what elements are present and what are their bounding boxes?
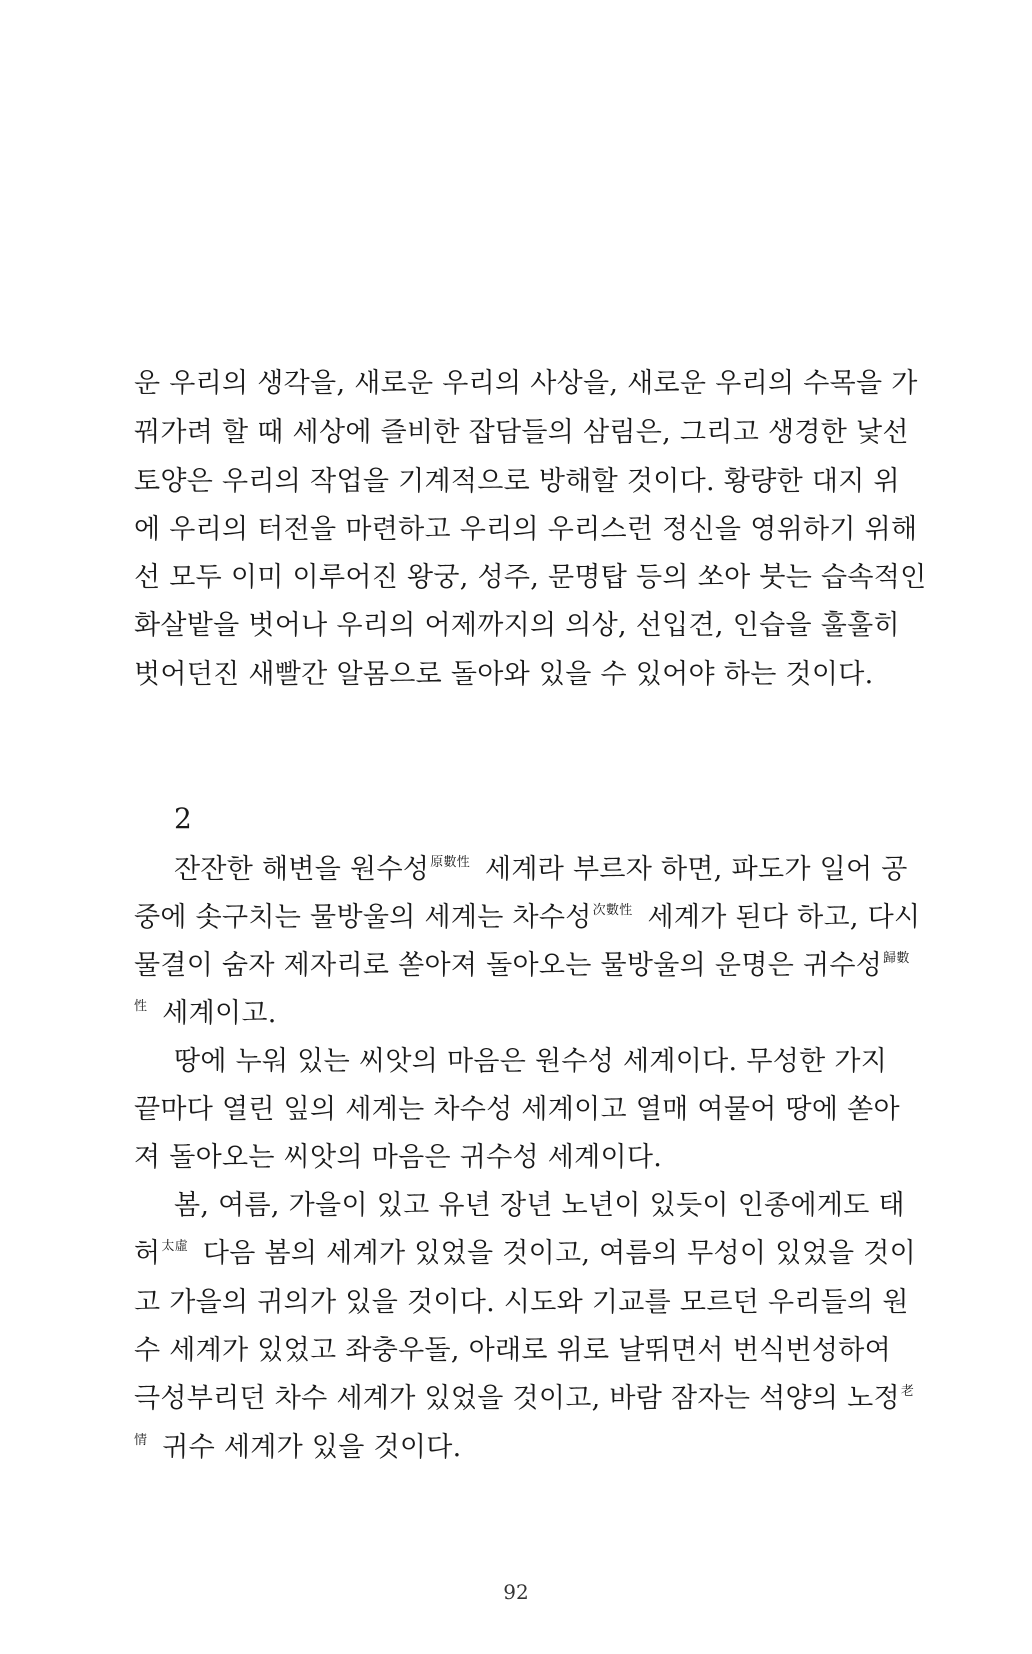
text-run: 귀수 세계가 있을 것이다. bbox=[153, 1432, 462, 1463]
paragraph4-line: 고 가을의 귀의가 있을 것이다. 시도와 기교를 모르던 우리들의 원 bbox=[134, 1287, 909, 1318]
paragraph1-line: 토양은 우리의 작업을 기계적으로 방해할 것이다. 황량한 대지 위 bbox=[134, 466, 900, 497]
paragraph4-line bbox=[134, 1234, 916, 1274]
paragraph4-line bbox=[134, 1379, 920, 1419]
paragraph1-line: 선 모두 이미 이루어진 왕궁, 성주, 문명탑 등의 쏘아 붓는 습속적인 bbox=[134, 562, 927, 593]
text-run: 세계이고. bbox=[153, 998, 277, 1029]
text-run: 다음 봄의 세계가 있었을 것이고, 여름의 무성이 있었을 것이 bbox=[194, 1238, 916, 1269]
paragraph2-line bbox=[134, 898, 920, 938]
paragraph1-line: 운 우리의 생각을, 새로운 우리의 사상을, 새로운 우리의 수목을 가 bbox=[134, 368, 918, 399]
paragraph3-line: 땅에 누워 있는 씨앗의 마음은 원수성 세계이다. 무성한 가지 bbox=[174, 1046, 888, 1077]
paragraph3-line: 끝마다 열린 잎의 세계는 차수성 세계이고 열매 여물어 땅에 쏟아 bbox=[134, 1094, 900, 1125]
paragraph1-line: 벗어던진 새빨간 알몸으로 돌아와 있을 수 있어야 하는 것이다. bbox=[134, 659, 874, 690]
text-run: 허 bbox=[134, 1238, 161, 1269]
paragraph1-line: 에 우리의 터전을 마련하고 우리의 우리스런 정신을 영위하기 위해 bbox=[134, 514, 918, 545]
text-run: 잔잔한 해변을 원수성 bbox=[174, 854, 430, 885]
paragraph2-line bbox=[134, 994, 277, 1034]
text-run: 물결이 숨자 제자리로 쏟아져 돌아오는 물방울의 운명은 귀수성 bbox=[134, 950, 883, 981]
page-number: 92 bbox=[503, 1580, 529, 1604]
paragraph4-line: 봄, 여름, 가을이 있고 유년 장년 노년이 있듯이 인종에게도 태 bbox=[174, 1190, 905, 1221]
paragraph2-line bbox=[134, 946, 916, 986]
text-run: 세계가 된다 하고, 다시 bbox=[638, 902, 921, 933]
paragraph4-line bbox=[134, 1428, 462, 1468]
text-run: 세계라 부르자 하면, 파도가 일어 공 bbox=[476, 854, 908, 885]
text-run: 중에 솟구치는 물방울의 세계는 차수성 bbox=[134, 902, 592, 933]
hanja-annotation: 次數性 bbox=[592, 903, 633, 918]
paragraph1-line: 꿔가려 할 때 세상에 즐비한 잡담들의 삼림은, 그리고 생경한 낯선 bbox=[134, 417, 909, 448]
paragraph2-line bbox=[174, 850, 908, 890]
hanja-annotation: 原數性 bbox=[430, 855, 471, 870]
text-run: 극성부리던 차수 세계가 있었을 것이고, 바람 잠자는 석양의 노정 bbox=[134, 1383, 900, 1414]
hanja-annotation: 性 bbox=[134, 999, 148, 1014]
paragraph4-line: 수 세계가 있었고 좌충우돌, 아래로 위로 날뛰면서 번식번성하여 bbox=[134, 1335, 891, 1366]
hanja-annotation: 情 bbox=[134, 1433, 148, 1448]
hanja-annotation: 太虛 bbox=[161, 1239, 188, 1254]
hanja-annotation: 老 bbox=[900, 1384, 915, 1399]
hanja-annotation: 歸數 bbox=[883, 951, 910, 966]
section-number: 2 bbox=[174, 802, 192, 835]
paragraph3-line: 져 돌아오는 씨앗의 마음은 귀수성 세계이다. bbox=[134, 1142, 663, 1173]
paragraph1-line: 화살밭을 벗어나 우리의 어제까지의 의상, 선입견, 인습을 훌훌히 bbox=[134, 610, 900, 641]
